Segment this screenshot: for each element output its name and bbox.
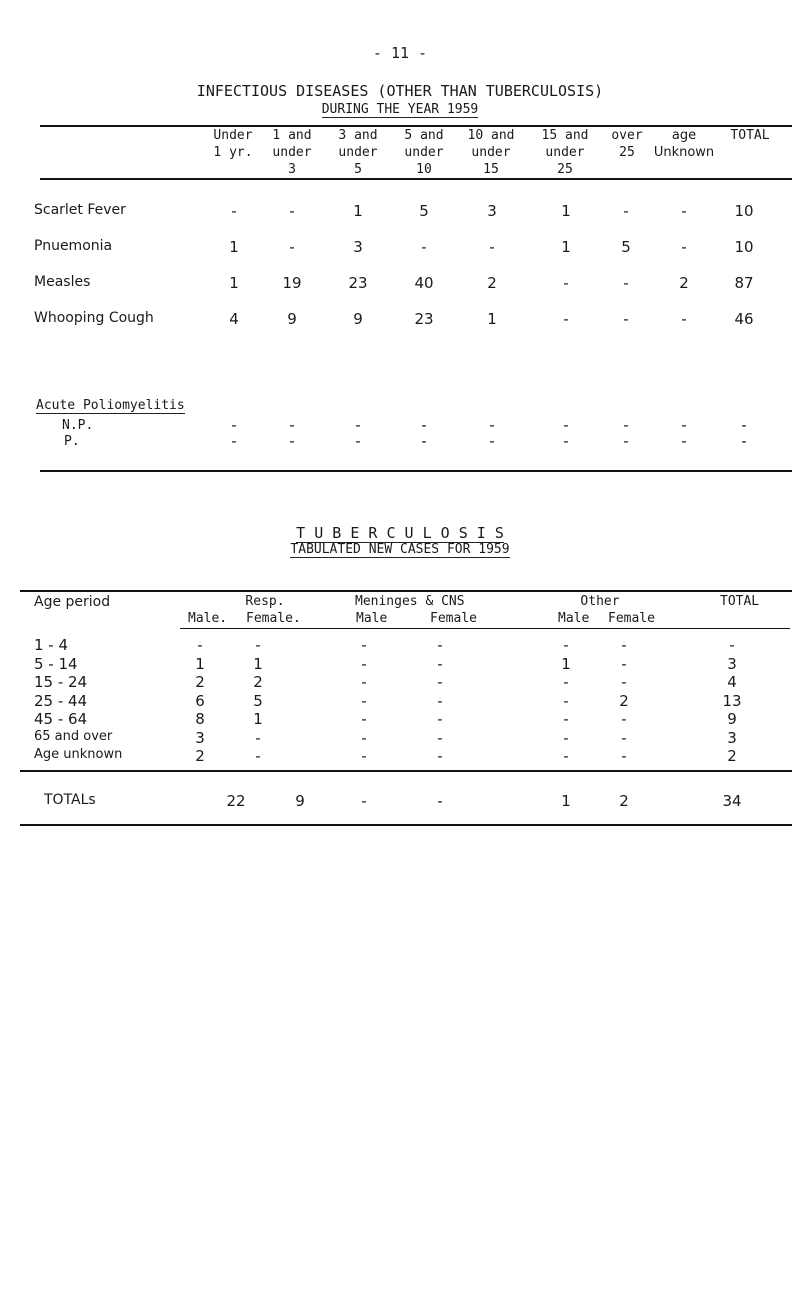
tb-subtitle xyxy=(230,542,570,557)
table-cell: - xyxy=(681,202,687,220)
table-cell: - xyxy=(563,636,569,654)
table-cell: 1 xyxy=(353,202,363,220)
table-cell: - xyxy=(623,274,629,292)
table-cell: 2 xyxy=(619,692,629,710)
table-cell: - xyxy=(437,636,443,654)
table-cell: - xyxy=(681,238,687,256)
age-label: 25 - 44 xyxy=(34,692,88,710)
age-label: Age unknown xyxy=(34,747,123,762)
table-cell: 13 xyxy=(722,692,742,710)
table-cell: 3 xyxy=(353,238,363,256)
tb-top-rule xyxy=(20,590,792,592)
col-header-10-15 xyxy=(454,127,528,178)
table-cell: 4 xyxy=(727,673,737,691)
tb-header-age-period: Age period xyxy=(34,594,111,610)
table-cell: 1 xyxy=(561,655,571,673)
tb-totals-label: TOTALs xyxy=(44,792,96,808)
col-header-under-1 xyxy=(208,127,258,161)
infectious-subtitle-text: DURING THE YEAR 1959 xyxy=(321,102,479,117)
age-label: 15 - 24 xyxy=(34,673,88,691)
polio-heading xyxy=(36,398,185,413)
col-header-line: 5 xyxy=(354,162,362,177)
infectious-bottom-rule xyxy=(40,470,792,472)
table-cell: - xyxy=(681,416,687,434)
table-cell: 10 xyxy=(734,238,754,256)
table-cell: - xyxy=(623,416,629,434)
table-cell: - xyxy=(621,729,627,747)
polio-row-label: N.P. xyxy=(62,418,94,433)
table-cell: - xyxy=(489,238,495,256)
table-cell: 8 xyxy=(195,710,205,728)
col-header-line: 1 and xyxy=(272,128,312,143)
table-cell: - xyxy=(361,692,367,710)
table-cell: - xyxy=(289,202,295,220)
col-header-line: under xyxy=(272,145,312,160)
col-header-line: under xyxy=(471,145,511,160)
table-cell: - xyxy=(361,710,367,728)
table-cell: 1 xyxy=(561,238,571,256)
infectious-title: INFECTIOUS DISEASES (OTHER THAN TUBERCULOSIS) xyxy=(196,82,604,100)
table-cell: - xyxy=(361,655,367,673)
table-cell: - xyxy=(361,747,367,765)
table-cell: - xyxy=(437,710,443,728)
table-cell: - xyxy=(729,636,735,654)
col-header-line: TOTAL xyxy=(730,128,770,143)
table-cell: - xyxy=(563,274,569,292)
age-label: 5 - 14 xyxy=(34,655,78,673)
col-header-line: under xyxy=(404,145,444,160)
table-cell: - xyxy=(623,202,629,220)
col-header-line: under xyxy=(338,145,378,160)
col-header-line: Unknown xyxy=(653,145,715,160)
table-cell: 4 xyxy=(229,310,239,328)
table-cell: 1 xyxy=(253,655,263,673)
table-cell: - xyxy=(437,673,443,691)
table-cell: - xyxy=(231,416,237,434)
table-cell: - xyxy=(255,747,261,765)
total-cell: - xyxy=(361,792,367,810)
table-cell: 6 xyxy=(195,692,205,710)
table-cell: - xyxy=(623,432,629,450)
tb-totals-rule xyxy=(20,770,792,772)
table-cell: 87 xyxy=(734,274,754,292)
tb-subtitle-text: TABULATED NEW CASES FOR 1959 xyxy=(290,542,510,557)
table-cell: 5 xyxy=(419,202,429,220)
table-cell: - xyxy=(421,432,427,450)
col-header-line: over xyxy=(611,128,643,143)
col-header-age-unknown xyxy=(648,127,720,161)
table-cell: - xyxy=(741,432,747,450)
total-cell: 1 xyxy=(561,792,571,810)
disease-label: Scarlet Fever xyxy=(34,202,126,218)
table-cell: 3 xyxy=(487,202,497,220)
tb-header-cns-male: Male xyxy=(356,611,388,626)
table-cell: 9 xyxy=(287,310,297,328)
col-header-total xyxy=(720,127,780,144)
col-header-line: age xyxy=(671,128,697,143)
table-cell: - xyxy=(231,432,237,450)
table-cell: - xyxy=(437,692,443,710)
table-cell: - xyxy=(437,655,443,673)
table-cell: - xyxy=(437,747,443,765)
table-cell: - xyxy=(355,432,361,450)
table-cell: - xyxy=(289,416,295,434)
table-cell: - xyxy=(563,673,569,691)
table-cell: - xyxy=(563,416,569,434)
col-header-line: 10 and xyxy=(467,128,515,143)
table-cell: - xyxy=(623,310,629,328)
table-cell: 23 xyxy=(348,274,368,292)
table-cell: - xyxy=(563,432,569,450)
page-number: - 11 - xyxy=(372,44,428,62)
age-label: 1 - 4 xyxy=(34,636,69,654)
table-cell: 2 xyxy=(679,274,689,292)
table-cell: - xyxy=(489,416,495,434)
age-label: 45 - 64 xyxy=(34,710,88,728)
table-cell: - xyxy=(621,673,627,691)
col-header-line: 3 xyxy=(288,162,296,177)
col-header-3-5 xyxy=(326,127,390,178)
table-cell: - xyxy=(563,692,569,710)
tb-header-resp: Resp. xyxy=(245,594,285,609)
col-header-line: 15 xyxy=(483,162,499,177)
tb-header-resp-female: Female. xyxy=(246,611,301,626)
col-header-15-25 xyxy=(528,127,602,178)
tb-header-total: TOTAL xyxy=(720,594,760,609)
polio-heading-text: Acute Poliomyelitis xyxy=(36,398,185,413)
col-header-line: 25 xyxy=(557,162,573,177)
table-cell: 19 xyxy=(282,274,302,292)
col-header-line: 5 and xyxy=(404,128,444,143)
table-cell: 3 xyxy=(195,729,205,747)
table-cell: - xyxy=(621,655,627,673)
table-cell: - xyxy=(621,636,627,654)
disease-label: Pnuemonia xyxy=(34,238,113,254)
col-header-line: 1 yr. xyxy=(213,145,253,160)
table-cell: - xyxy=(289,238,295,256)
tb-header-meninges: Meninges & CNS xyxy=(355,594,465,609)
table-cell: - xyxy=(361,729,367,747)
disease-label: Whooping Cough xyxy=(34,310,154,326)
tb-title-text: T U B E R C U L O S I S xyxy=(296,524,504,542)
table-cell: 10 xyxy=(734,202,754,220)
disease-label: Measles xyxy=(34,274,91,290)
table-cell: - xyxy=(355,416,361,434)
table-cell: 5 xyxy=(253,692,263,710)
total-cell: 2 xyxy=(619,792,629,810)
table-cell: - xyxy=(421,416,427,434)
table-cell: 1 xyxy=(561,202,571,220)
table-cell: 3 xyxy=(727,655,737,673)
table-cell: 2 xyxy=(727,747,737,765)
col-header-line: under xyxy=(545,145,585,160)
table-cell: - xyxy=(289,432,295,450)
age-label: 65 and over xyxy=(34,729,113,744)
infectious-header-rule xyxy=(40,178,792,180)
table-cell: 1 xyxy=(229,238,239,256)
table-cell: - xyxy=(421,238,427,256)
tb-header-other-male: Male xyxy=(558,611,590,626)
tb-header-resp-male: Male. xyxy=(188,611,228,626)
table-cell: - xyxy=(255,729,261,747)
tb-header-other-female: Female xyxy=(608,611,655,626)
table-cell: - xyxy=(361,636,367,654)
table-cell: - xyxy=(437,729,443,747)
table-cell: 2 xyxy=(195,747,205,765)
col-header-line: 25 xyxy=(619,145,635,160)
tb-header-other: Other xyxy=(580,594,620,609)
table-cell: - xyxy=(489,432,495,450)
table-cell: - xyxy=(197,636,203,654)
col-header-over-25 xyxy=(604,127,650,161)
col-header-line: 15 and xyxy=(541,128,589,143)
tb-title xyxy=(250,524,550,542)
table-cell: 2 xyxy=(195,673,205,691)
table-cell: - xyxy=(361,673,367,691)
total-cell: 34 xyxy=(722,792,742,810)
col-header-1-3 xyxy=(262,127,322,178)
col-header-line: Under xyxy=(213,128,253,143)
table-cell: - xyxy=(563,710,569,728)
total-cell: 22 xyxy=(226,792,246,810)
table-cell: - xyxy=(681,432,687,450)
table-cell: - xyxy=(621,710,627,728)
table-cell: 2 xyxy=(253,673,263,691)
table-cell: - xyxy=(255,636,261,654)
table-cell: 1 xyxy=(195,655,205,673)
table-cell: - xyxy=(231,202,237,220)
table-cell: - xyxy=(563,310,569,328)
table-cell: 9 xyxy=(353,310,363,328)
table-cell: 2 xyxy=(487,274,497,292)
table-cell: 5 xyxy=(621,238,631,256)
tb-bottom-rule xyxy=(20,824,792,826)
table-cell: 1 xyxy=(229,274,239,292)
table-cell: 1 xyxy=(487,310,497,328)
table-cell: - xyxy=(741,416,747,434)
table-cell: - xyxy=(681,310,687,328)
tb-header-cns-female: Female xyxy=(430,611,477,626)
tb-header-underline xyxy=(180,628,790,629)
table-cell: 46 xyxy=(734,310,754,328)
infectious-subtitle xyxy=(250,102,550,117)
table-cell: 3 xyxy=(727,729,737,747)
col-header-line: 10 xyxy=(416,162,432,177)
polio-row-label: P. xyxy=(64,434,80,449)
table-cell: - xyxy=(563,729,569,747)
table-cell: 9 xyxy=(727,710,737,728)
table-cell: - xyxy=(621,747,627,765)
table-cell: 23 xyxy=(414,310,434,328)
table-cell: 40 xyxy=(414,274,434,292)
table-cell: - xyxy=(563,747,569,765)
total-cell: - xyxy=(437,792,443,810)
col-header-line: 3 and xyxy=(338,128,378,143)
total-cell: 9 xyxy=(295,792,305,810)
table-cell: 1 xyxy=(253,710,263,728)
col-header-5-10 xyxy=(392,127,456,178)
